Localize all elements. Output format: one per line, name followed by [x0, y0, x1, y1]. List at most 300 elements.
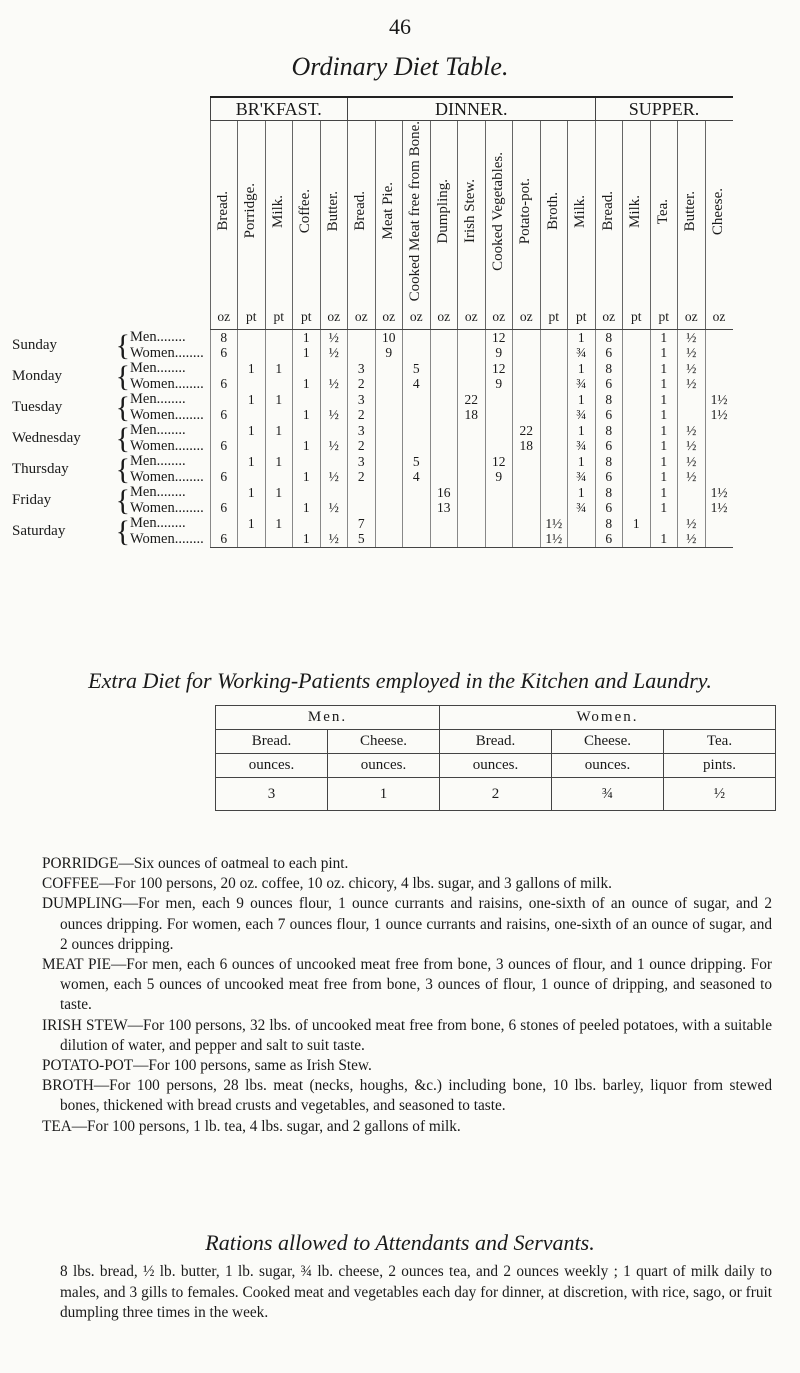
diet-cell — [265, 469, 293, 485]
diet-cell: ¾ — [568, 438, 596, 454]
diet-cell: 12 — [485, 361, 513, 377]
diet-cell — [375, 361, 403, 377]
diet-cell: 1 — [650, 454, 678, 470]
day-label: Wednesday — [12, 429, 81, 446]
diet-cell: ½ — [320, 329, 348, 345]
brace: { — [115, 422, 130, 454]
diet-cell: 3 — [348, 361, 376, 377]
column-header — [375, 121, 403, 305]
diet-cell — [238, 469, 266, 485]
diet-cell: 5 — [403, 361, 431, 377]
diet-cell — [485, 407, 513, 423]
diet-cell: 6 — [210, 531, 238, 547]
diet-cell: 1 — [238, 423, 266, 439]
diet-cell — [513, 469, 541, 485]
diet-cell: 1½ — [540, 531, 568, 547]
diet-cell — [623, 454, 651, 470]
sex-label: Women........ — [130, 531, 204, 548]
diet-cell — [430, 329, 458, 345]
diet-cell — [403, 345, 431, 361]
diet-cell: 1 — [238, 485, 266, 501]
diet-cell: 6 — [210, 345, 238, 361]
diet-cell — [540, 485, 568, 501]
page-number: 46 — [389, 14, 411, 39]
diet-cell: 8 — [595, 392, 623, 408]
diet-cell: 1 — [265, 485, 293, 501]
unit-cell: pt — [540, 305, 568, 330]
unit-cell: pt — [623, 305, 651, 330]
extra-unit: ounces. — [328, 754, 440, 778]
diet-cell: 16 — [430, 485, 458, 501]
column-header — [540, 121, 568, 305]
diet-cell: 22 — [513, 423, 541, 439]
diet-cell — [430, 516, 458, 532]
column-header — [513, 121, 541, 305]
diet-cell: 1 — [265, 516, 293, 532]
sex-label: Men........ — [130, 422, 186, 439]
column-header — [678, 121, 706, 305]
diet-cell: ¾ — [568, 376, 596, 392]
extra-unit: pints. — [664, 754, 776, 778]
diet-cell — [513, 500, 541, 516]
unit-cell: pt — [650, 305, 678, 330]
diet-cell — [320, 423, 348, 439]
diet-cell: 6 — [595, 376, 623, 392]
diet-cell — [375, 454, 403, 470]
day-label: Tuesday — [12, 398, 63, 415]
diet-cell — [705, 438, 733, 454]
unit-cell: oz — [595, 305, 623, 330]
extra-men-header: Men. — [216, 706, 440, 730]
diet-cell: 1 — [568, 454, 596, 470]
diet-cell — [430, 361, 458, 377]
diet-cell: ¾ — [568, 500, 596, 516]
diet-cell: 1 — [650, 345, 678, 361]
column-header-label: Bread. — [352, 191, 369, 231]
diet-cell: 1 — [293, 329, 321, 345]
unit-cell: pt — [293, 305, 321, 330]
brace: { — [115, 329, 130, 361]
diet-cell — [265, 438, 293, 454]
column-header-label: Cooked Vegetables. — [489, 151, 506, 271]
diet-cell — [293, 423, 321, 439]
diet-cell — [623, 392, 651, 408]
diet-cell — [513, 392, 541, 408]
diet-table — [12, 96, 733, 548]
diet-cell — [375, 438, 403, 454]
diet-cell: 6 — [595, 531, 623, 547]
diet-cell: 1 — [650, 329, 678, 345]
diet-cell — [623, 376, 651, 392]
diet-cell: 1½ — [705, 392, 733, 408]
sex-label: Women........ — [130, 469, 204, 485]
diet-cell: 1 — [650, 376, 678, 392]
row-label-spacer — [12, 97, 210, 121]
diet-cell — [210, 485, 238, 501]
day-label: Friday — [12, 491, 52, 508]
diet-cell — [458, 438, 486, 454]
diet-cell: 1 — [568, 392, 596, 408]
unit-cell: oz — [513, 305, 541, 330]
extra-value: ¾ — [552, 778, 664, 811]
diet-cell — [705, 469, 733, 485]
extra-diet-table — [215, 705, 776, 811]
diet-cell — [623, 345, 651, 361]
diet-cell — [403, 485, 431, 501]
diet-cell: 1 — [293, 500, 321, 516]
diet-cell — [485, 516, 513, 532]
diet-cell — [458, 500, 486, 516]
column-header-label: Dumpling. — [434, 178, 451, 244]
column-header — [293, 121, 321, 305]
diet-cell: 2 — [348, 376, 376, 392]
diet-cell — [458, 345, 486, 361]
diet-cell — [513, 376, 541, 392]
diet-cell: 8 — [595, 329, 623, 345]
diet-cell: 6 — [210, 376, 238, 392]
sex-label: Women........ — [130, 438, 204, 454]
diet-cell: 1½ — [540, 516, 568, 532]
diet-cell: ½ — [320, 376, 348, 392]
sex-label: Women........ — [130, 345, 204, 361]
diet-cell: 1 — [568, 361, 596, 377]
rations-text-block — [60, 1262, 772, 1324]
column-header — [623, 121, 651, 305]
diet-cell — [485, 392, 513, 408]
diet-cell — [705, 454, 733, 470]
diet-row — [12, 392, 733, 408]
column-header-label: Coffee. — [297, 189, 314, 234]
diet-cell — [320, 392, 348, 408]
extra-header: Cheese. — [552, 730, 664, 754]
diet-cell: 1 — [238, 361, 266, 377]
note-porridge: PORRIDGE—Six ounces of oatmeal to each pint. — [42, 855, 349, 872]
diet-cell — [265, 531, 293, 547]
extra-unit: ounces. — [216, 754, 328, 778]
diet-row — [12, 454, 733, 470]
diet-cell — [485, 500, 513, 516]
diet-cell — [705, 531, 733, 547]
diet-cell — [238, 376, 266, 392]
diet-row — [12, 485, 733, 501]
diet-cell: 3 — [348, 423, 376, 439]
diet-cell — [293, 485, 321, 501]
diet-cell — [513, 454, 541, 470]
diet-cell: 7 — [348, 516, 376, 532]
brace: { — [115, 515, 130, 548]
diet-cell: 22 — [458, 392, 486, 408]
diet-cell — [430, 438, 458, 454]
day-label: Saturday — [12, 523, 66, 540]
diet-cell: 1 — [293, 438, 321, 454]
diet-cell — [458, 454, 486, 470]
diet-cell: 1 — [293, 407, 321, 423]
diet-cell: 1 — [650, 407, 678, 423]
diet-cell — [540, 438, 568, 454]
column-header — [485, 121, 513, 305]
diet-cell — [458, 469, 486, 485]
column-header-label: Broth. — [544, 192, 561, 231]
sex-label: Men........ — [130, 515, 186, 532]
column-header-label: Cooked Meat free from Bone. — [407, 121, 424, 302]
unit-cell: oz — [705, 305, 733, 330]
diet-cell: 5 — [403, 454, 431, 470]
diet-cell — [540, 500, 568, 516]
diet-cell — [403, 392, 431, 408]
column-header-label: Bread. — [599, 191, 616, 231]
diet-cell — [238, 345, 266, 361]
note-irish-stew: IRISH STEW—For 100 persons, 32 lbs. of uncooked meat free from bone, 6 stones of peeled potatoes, with a suitable dilution of water, and pepper and salt to suit taste. — [42, 1016, 772, 1054]
diet-cell — [430, 407, 458, 423]
diet-cell — [513, 516, 541, 532]
diet-cell: 8 — [210, 329, 238, 345]
diet-cell: 1 — [650, 392, 678, 408]
diet-cell — [238, 329, 266, 345]
diet-row — [12, 516, 733, 532]
unit-cell: oz — [678, 305, 706, 330]
diet-cell: 2 — [348, 469, 376, 485]
diet-cell: 3 — [348, 392, 376, 408]
diet-cell — [705, 345, 733, 361]
extra-header: Bread. — [216, 730, 328, 754]
diet-cell — [540, 454, 568, 470]
brace: { — [115, 360, 130, 392]
unit-cell: oz — [403, 305, 431, 330]
diet-cell — [458, 376, 486, 392]
column-header — [348, 121, 376, 305]
extra-diet-title: Extra Diet for Working-Patients employed in the Kitchen and Laundry. — [88, 668, 712, 693]
diet-row — [12, 361, 733, 377]
diet-cell: ½ — [678, 361, 706, 377]
diet-cell: 1 — [293, 345, 321, 361]
diet-cell — [348, 329, 376, 345]
note-meat-pie: MEAT PIE—For men, each 6 ounces of uncooked meat free from bone, 3 ounces of flour, and 1 ounce dripping. For women, each 5 ounces of uncooked meat free from bone, 3 ounces of flour, 1 ounce of dripping, and seasoned to taste. — [42, 956, 772, 1014]
unit-cell: oz — [320, 305, 348, 330]
sex-label: Men........ — [130, 484, 186, 501]
diet-cell: 1 — [293, 376, 321, 392]
diet-cell — [375, 531, 403, 547]
diet-cell: 1 — [650, 485, 678, 501]
diet-cell — [705, 376, 733, 392]
column-header — [430, 121, 458, 305]
diet-cell: 1 — [265, 361, 293, 377]
recipe-notes — [42, 854, 772, 1137]
diet-cell — [540, 376, 568, 392]
diet-cell — [238, 531, 266, 547]
note-broth: BROTH—For 100 persons, 28 lbs. meat (necks, houghs, &c.) including bone, 10 lbs. barley, liquor from stewed bones, thickened with bread crusts and vegetables, and seasoned to taste. — [42, 1077, 772, 1115]
diet-cell — [403, 531, 431, 547]
extra-header: Cheese. — [328, 730, 440, 754]
diet-cell: 8 — [595, 423, 623, 439]
extra-value: 2 — [440, 778, 552, 811]
brace: { — [115, 484, 130, 516]
unit-row — [12, 305, 733, 330]
diet-cell: 8 — [595, 361, 623, 377]
diet-cell: ¾ — [568, 469, 596, 485]
diet-cell — [623, 485, 651, 501]
sex-label: Women........ — [130, 407, 204, 423]
diet-cell — [678, 392, 706, 408]
diet-cell — [540, 423, 568, 439]
diet-cell — [375, 500, 403, 516]
diet-cell — [623, 531, 651, 547]
column-header — [568, 121, 596, 305]
diet-cell: 1 — [623, 516, 651, 532]
diet-cell: 1 — [265, 454, 293, 470]
diet-cell — [348, 345, 376, 361]
diet-cell — [430, 392, 458, 408]
extra-group-row — [216, 706, 776, 730]
diet-cell — [375, 407, 403, 423]
diet-cell: 1½ — [705, 485, 733, 501]
column-header-label: Milk. — [269, 194, 286, 228]
diet-cell — [238, 438, 266, 454]
diet-cell — [458, 361, 486, 377]
diet-cell: 9 — [485, 469, 513, 485]
diet-cell: 8 — [595, 454, 623, 470]
diet-cell: 6 — [595, 469, 623, 485]
diet-cell — [403, 423, 431, 439]
column-header — [650, 121, 678, 305]
column-header-label: Irish Stew. — [462, 179, 479, 244]
diet-cell — [705, 361, 733, 377]
diet-cell — [210, 361, 238, 377]
row-label-spacer — [12, 121, 210, 305]
diet-cell — [265, 407, 293, 423]
sex-label: Men........ — [130, 360, 186, 377]
column-header-label: Cheese. — [710, 187, 727, 235]
diet-cell: 4 — [403, 469, 431, 485]
column-header-label: Butter. — [682, 190, 699, 232]
diet-cell: 8 — [595, 485, 623, 501]
diet-cell — [210, 392, 238, 408]
diet-cell: 1 — [650, 423, 678, 439]
extra-header: Tea. — [664, 730, 776, 754]
diet-cell — [623, 500, 651, 516]
diet-cell — [348, 500, 376, 516]
diet-cell: 2 — [348, 438, 376, 454]
diet-cell: 1 — [650, 361, 678, 377]
diet-cell — [265, 500, 293, 516]
diet-cell — [540, 407, 568, 423]
diet-cell — [623, 361, 651, 377]
diet-cell — [623, 407, 651, 423]
diet-cell — [238, 500, 266, 516]
extra-value: ½ — [664, 778, 776, 811]
diet-cell: 1 — [650, 438, 678, 454]
diet-cell: 5 — [348, 531, 376, 547]
diet-cell: 9 — [375, 345, 403, 361]
diet-cell: 1 — [650, 500, 678, 516]
column-header-label: Butter. — [324, 190, 341, 232]
diet-cell — [403, 516, 431, 532]
diet-cell — [375, 423, 403, 439]
diet-cell: ½ — [320, 407, 348, 423]
sex-label: Men........ — [130, 391, 186, 408]
extra-value-row — [216, 778, 776, 811]
diet-cell — [458, 485, 486, 501]
unit-cell: oz — [375, 305, 403, 330]
extra-value: 1 — [328, 778, 440, 811]
diet-cell: 1 — [238, 516, 266, 532]
diet-cell — [403, 438, 431, 454]
brace: { — [115, 391, 130, 423]
diet-cell — [293, 361, 321, 377]
unit-cell: pt — [265, 305, 293, 330]
diet-cell — [485, 423, 513, 439]
diet-cell — [513, 407, 541, 423]
diet-cell — [293, 454, 321, 470]
diet-cell: 6 — [210, 407, 238, 423]
diet-cell — [568, 531, 596, 547]
diet-cell: 6 — [210, 438, 238, 454]
column-header — [265, 121, 293, 305]
diet-cell: 9 — [485, 376, 513, 392]
column-header — [320, 121, 348, 305]
diet-cell — [540, 345, 568, 361]
diet-cell: 1 — [265, 423, 293, 439]
diet-cell: 6 — [595, 438, 623, 454]
diet-cell — [265, 376, 293, 392]
diet-row — [12, 423, 733, 439]
diet-cell: 6 — [595, 345, 623, 361]
diet-cell: ¾ — [568, 407, 596, 423]
diet-cell: 1½ — [705, 407, 733, 423]
diet-cell — [540, 392, 568, 408]
diet-cell — [293, 392, 321, 408]
diet-cell — [403, 407, 431, 423]
diet-cell — [210, 454, 238, 470]
diet-cell: 1 — [265, 392, 293, 408]
column-header — [595, 121, 623, 305]
diet-cell — [678, 485, 706, 501]
diet-cell: ½ — [678, 329, 706, 345]
diet-cell: ½ — [678, 376, 706, 392]
diet-cell: ½ — [678, 438, 706, 454]
diet-cell: 13 — [430, 500, 458, 516]
sex-label: Women........ — [130, 376, 204, 392]
diet-cell: 6 — [595, 500, 623, 516]
diet-cell: ½ — [678, 516, 706, 532]
diet-cell — [705, 423, 733, 439]
diet-cell: 4 — [403, 376, 431, 392]
diet-cell: ½ — [320, 531, 348, 547]
diet-cell — [348, 485, 376, 501]
extra-header-row — [216, 730, 776, 754]
diet-cell — [623, 329, 651, 345]
diet-cell — [485, 531, 513, 547]
diet-cell: 18 — [513, 438, 541, 454]
sex-label: Men........ — [130, 329, 186, 346]
page-title: Ordinary Diet Table. — [291, 52, 509, 81]
diet-cell — [320, 516, 348, 532]
extra-unit: ounces. — [552, 754, 664, 778]
diet-cell — [513, 329, 541, 345]
day-label: Monday — [12, 367, 62, 384]
diet-cell — [678, 407, 706, 423]
column-header — [238, 121, 266, 305]
diet-cell: ½ — [678, 469, 706, 485]
diet-cell — [403, 329, 431, 345]
diet-cell: 6 — [210, 500, 238, 516]
meal-group-header: BR'KFAST. — [210, 97, 348, 121]
diet-cell — [485, 485, 513, 501]
unit-cell: oz — [458, 305, 486, 330]
column-header-label: Potato-pot. — [517, 178, 534, 245]
diet-cell: ½ — [320, 469, 348, 485]
sex-label: Men........ — [130, 453, 186, 470]
diet-cell — [513, 361, 541, 377]
